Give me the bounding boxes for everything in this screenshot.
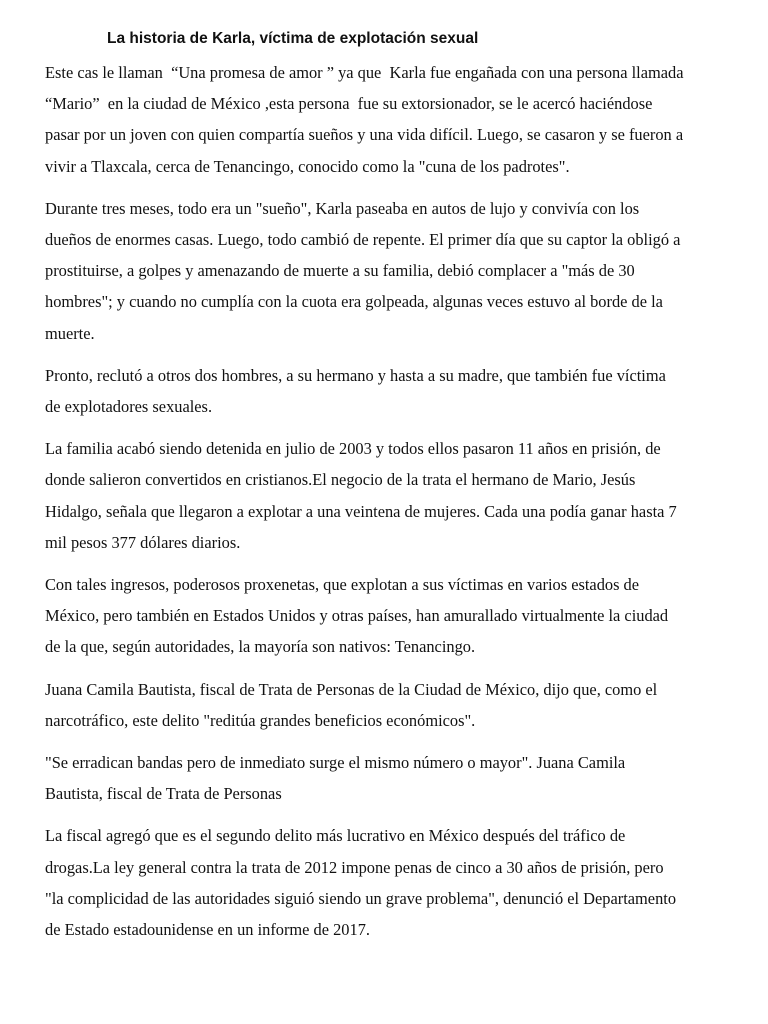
paragraph-6: Juana Camila Bautista, fiscal de Trata de Personas de la Ciudad de México, dijo que, como el narcotráfico, este delito "reditúa grandes beneficios económicos". [45,679,658,730]
paragraph-4: La familia acabó siendo detenida en julio de 2003 y todos ellos pasaron 11 años en prisión, de donde salieron convertidos en cristianos.El negocio de la trata el hermano de Mario, Jesús Hidalgo, señala que llegaron a explotar a una veintena de mujeres. Cada una podía ganar hasta 7 mil pesos 377 dólares diarios. [45,439,677,552]
paragraph-2: Durante tres meses, todo era un "sueño", Karla paseaba en autos de lujo y convivía con los dueños de enormes casas. Luego, todo cambió de repente. El primer día que su captor la obligó a prostituirse, a golpes y amenazando de muerte a su familia, debió complacer a "más de 30 hombres"; y cuando no cumplía con la cuota era golpeada, algunas veces estuvo al borde de la muerte. [45,198,681,343]
document-body [45,57,742,945]
paragraph-3: Pronto, reclutó a otros dos hombres, a su hermano y hasta a su madre, que también fue víctima de explotadores sexuales. [45,365,666,417]
paragraph-5: Con tales ingresos, poderosos proxenetas, que explotan a sus víctimas en varios estados de México, pero también en Estados Unidos y otras países, han amurallado virtualmente la ciudad de la que, según autoridades, la mayoría son nativos: Tenancingo. [45,575,669,657]
paragraph-1: Este cas le llaman “Una promesa de amor ” ya que Karla fue engañada con una persona llamada “Mario” en la ciudad de México ,esta persona fue su extorsionador, se le acercó haciéndose pasar por un joven con quien compartía sueños y una vida difícil. Luego, se casaron y se fueron a vivir a Tlaxcala, cerca de Tenancingo, conocido como la "cuna de los padrotes". [45,63,684,176]
document-title: La historia de Karla, víctima de explotación sexual [107,30,479,47]
paragraph-8: La fiscal agregó que es el segundo delito más lucrativo en México después del tráfico de drogas.La ley general contra la trata de 2012 impone penas de cinco a 30 años de prisión, pero "la complicidad de las autoridades siguió siendo un grave problema", denunció el Departamento de Estado estadounidense en un informe de 2017. [45,826,677,940]
paragraph-7: "Se erradican bandas pero de inmediato surge el mismo número o mayor". Juana Camila Bautista, fiscal de Trata de Personas [45,753,626,804]
